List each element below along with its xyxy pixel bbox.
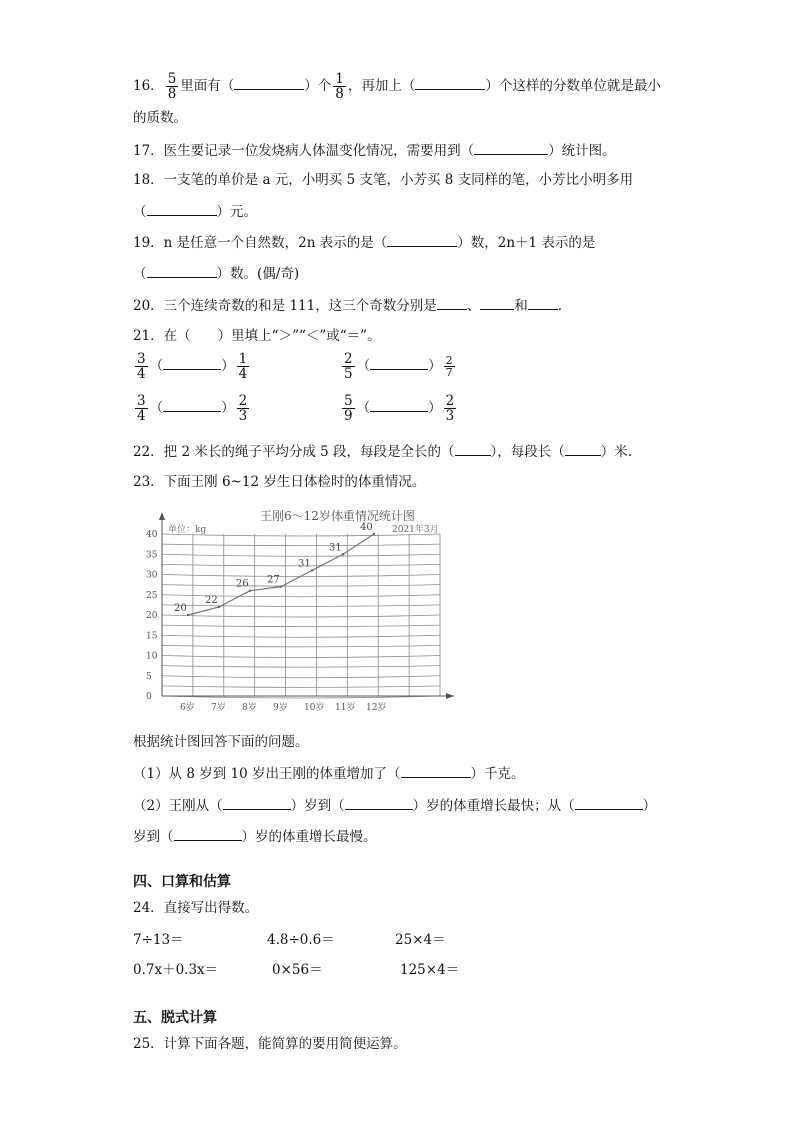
grid-line-h <box>162 595 440 597</box>
y-tick-label: 5 <box>146 671 152 682</box>
answer-blank[interactable] <box>455 441 491 456</box>
y-tick-label: 25 <box>146 590 158 601</box>
question-19: 19．n 是任意一个自然数，2n 表示的是（ ）数，2n＋1 表示的是 <box>133 232 595 253</box>
question-21: 21．在（ ）里填上“＞”“＜”或“＝”。 <box>133 328 381 344</box>
x-tick-label: 8岁 <box>242 703 257 713</box>
calc-item: 0×56＝ <box>272 962 323 978</box>
data-label: 40 <box>360 522 373 533</box>
compare-item-2: $\frac{2}{5}$ （ ） $\frac{2}{7}$ <box>344 351 453 383</box>
compare-item-3: $\frac{3}{4}$ （ ） $\frac{2}{3}$ <box>137 393 248 425</box>
calc-item: 125×4＝ <box>400 962 460 978</box>
question-25: 25．计算下面各题，能简算的要用简便运算。 <box>133 1036 407 1052</box>
chart-unit-label: 单位：kg <box>168 525 207 535</box>
grid-line-h <box>162 645 440 647</box>
grid-line-h <box>162 656 440 658</box>
section-title-4: 四、口算和估算 <box>133 874 231 890</box>
grid-line-h <box>162 554 440 556</box>
chart-title: 王刚6～12岁体重情况统计图 <box>260 509 415 523</box>
x-tick-label: 11岁 <box>335 703 356 713</box>
question-18-line2: （ ）元。 <box>133 201 257 222</box>
calc-item: 0.7x＋0.3x＝ <box>133 962 219 978</box>
y-tick-label: 20 <box>146 611 158 621</box>
answer-blank[interactable] <box>147 263 217 278</box>
answer-blank[interactable] <box>437 295 467 310</box>
question-16: 16． $\frac{5}{8}$ 里面有（ ）个 $\frac{1}{8}$ ，再加上（ ）个这样的分数单位就是最小 <box>133 71 661 103</box>
fraction: $\frac{1}{8}$ <box>335 71 344 103</box>
grid-line-h <box>162 686 440 688</box>
answer-blank[interactable] <box>480 295 514 310</box>
grid-line-h <box>162 666 440 668</box>
answer-blank[interactable] <box>565 441 601 456</box>
question-17: 17．医生要记录一位发烧病人体温变化情况，需要用到（ ）统计图。 <box>133 140 616 161</box>
question-22: 22．把 2 米长的绳子平均分成 5 段，每段是全长的（ ），每段长（ ）米. <box>133 441 632 462</box>
answer-blank[interactable] <box>415 75 485 90</box>
data-label: 22 <box>205 594 218 606</box>
answer-blank[interactable] <box>174 826 242 841</box>
x-axis-arrow <box>446 693 454 699</box>
data-label: 20 <box>174 603 187 614</box>
data-point <box>373 533 375 535</box>
grid-line-h <box>162 585 440 587</box>
y-tick-label: 40 <box>146 530 158 540</box>
answer-blank[interactable] <box>223 795 291 810</box>
calc-item: 7÷13＝ <box>133 932 184 948</box>
question-23: 23．下面王刚 6~12 岁生日体检时的体重情况。 <box>133 474 426 490</box>
data-point <box>280 585 282 587</box>
answer-blank[interactable] <box>147 201 217 216</box>
data-label: 26 <box>236 578 249 590</box>
answer-blank[interactable] <box>387 232 457 247</box>
answer-blank[interactable] <box>163 355 221 370</box>
y-tick-label: 15 <box>146 631 158 642</box>
weight-line-chart <box>140 506 460 718</box>
y-tick-label: 35 <box>146 550 158 561</box>
data-point <box>249 590 251 592</box>
data-point <box>187 614 189 616</box>
x-tick-label: 10岁 <box>304 703 325 713</box>
y-tick-label: 0 <box>146 692 152 702</box>
grid-line-h <box>162 605 440 607</box>
sub-question-2-line2: 岁到（ ）岁的体重增长最慢。 <box>133 826 377 847</box>
section-title-5: 五、脱式计算 <box>133 1010 217 1026</box>
chart-questions-intro: 根据统计图回答下面的问题。 <box>133 734 309 750</box>
data-label: 31 <box>298 558 311 570</box>
answer-blank[interactable] <box>163 397 221 412</box>
compare-item-4: $\frac{5}{9}$ （ ） $\frac{2}{3}$ <box>344 393 455 425</box>
question-19-line2: （ ）数。(偶/奇) <box>133 263 299 284</box>
calc-item: 25×4＝ <box>395 932 446 948</box>
x-tick-label: 9岁 <box>273 703 288 713</box>
data-point <box>311 569 313 571</box>
calc-item: 4.8÷0.6＝ <box>267 932 335 948</box>
x-tick-label: 7岁 <box>211 703 226 713</box>
sub-question-2: （2）王刚从（ ）岁到（ ）岁的体重增长最快；从（ ） <box>133 795 656 816</box>
q16-line2: 的质数。 <box>133 110 187 126</box>
answer-blank[interactable] <box>575 795 643 810</box>
grid-line-h <box>162 625 440 627</box>
data-label: 27 <box>267 574 280 586</box>
x-tick-label: 6岁 <box>180 703 195 713</box>
data-point <box>342 553 344 555</box>
grid-line-h <box>162 615 440 617</box>
grid-line-h <box>162 676 440 678</box>
data-label: 31 <box>329 542 342 554</box>
answer-blank[interactable] <box>345 795 413 810</box>
question-24: 24．直接写出得数。 <box>133 900 259 916</box>
x-tick-label: 12岁 <box>366 703 387 713</box>
answer-blank[interactable] <box>370 355 428 370</box>
chart-svg <box>140 506 460 718</box>
grid-line-h <box>162 635 440 637</box>
question-20: 20．三个连续奇数的和是 111，这三个奇数分别是 、 和 . <box>133 295 562 316</box>
answer-blank[interactable] <box>528 295 558 310</box>
sub-question-1: （1）从 8 岁到 10 岁出王刚的体重增加了（ ）千克。 <box>133 763 525 784</box>
q16-number: 16． <box>133 78 164 95</box>
compare-item-1: $\frac{3}{4}$ （ ） $\frac{1}{4}$ <box>137 351 248 383</box>
answer-blank[interactable] <box>401 763 471 778</box>
data-point <box>218 606 220 608</box>
chart-date-label: 2021年3月 <box>392 525 439 535</box>
answer-blank[interactable] <box>474 140 548 155</box>
y-tick-label: 10 <box>146 651 158 662</box>
question-18: 18．一支笔的单价是 a 元，小明买 5 支笔，小芳买 8 支同样的笔，小芳比小明多用 <box>133 172 634 188</box>
answer-blank[interactable] <box>234 75 304 90</box>
y-tick-label: 30 <box>146 570 158 581</box>
grid-line-h <box>162 544 440 546</box>
y-axis-arrow <box>159 512 165 520</box>
fraction: $\frac{5}{8}$ <box>167 71 177 103</box>
answer-blank[interactable] <box>370 397 428 412</box>
